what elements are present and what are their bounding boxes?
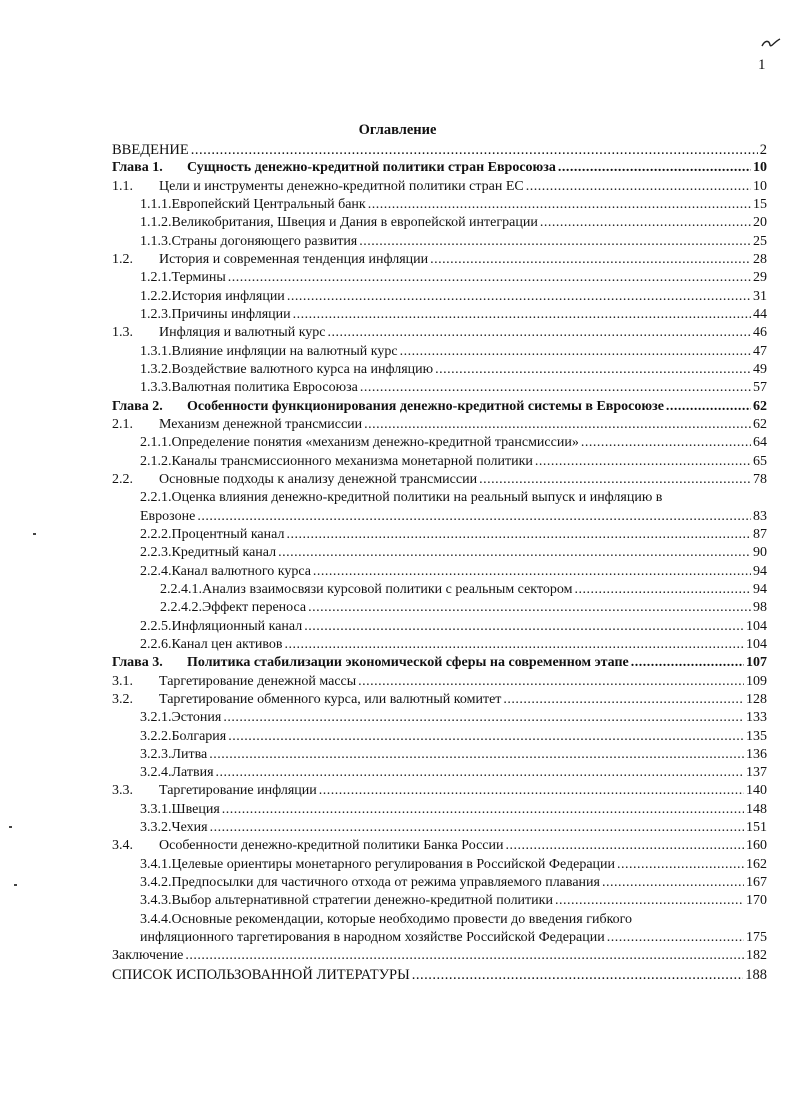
toc-entry-number: 3.2.2. — [140, 728, 172, 744]
toc-entry-page: 46 — [753, 325, 767, 341]
toc-leader — [364, 416, 751, 434]
toc-entry-number: Глава 3. — [112, 655, 163, 671]
toc-entry-text: Особенности денежно-кредитной политики Банка России — [159, 838, 504, 854]
toc-entry[interactable] — [112, 544, 767, 562]
toc-entry-number: 3.4.1. — [140, 856, 172, 872]
toc-entry-page: 57 — [753, 380, 767, 396]
page-title: Оглавление — [358, 122, 437, 138]
toc-leader — [400, 343, 751, 361]
toc-entry-number: Глава 1. — [112, 160, 163, 176]
toc-leader — [313, 563, 751, 581]
toc-entry[interactable] — [112, 819, 767, 837]
toc-leader — [286, 526, 751, 544]
toc-entry-number: 2.2.3. — [140, 545, 172, 561]
toc-entry-page: 136 — [746, 746, 767, 762]
toc-entry-page: 160 — [746, 838, 767, 854]
toc-entry[interactable] — [112, 178, 767, 196]
toc-entry[interactable] — [112, 801, 767, 819]
toc-entry-page: 10 — [753, 178, 767, 194]
toc-entry[interactable] — [112, 361, 767, 379]
scan-speck — [33, 533, 36, 535]
toc-leader — [304, 618, 744, 636]
toc-entry-text: Таргетирование денежной массы — [159, 673, 357, 689]
toc-leader — [359, 233, 751, 251]
toc-leader — [358, 673, 744, 691]
toc-entry[interactable] — [112, 746, 767, 764]
toc-entry[interactable] — [112, 599, 767, 617]
toc-entry-page: 62 — [753, 398, 767, 414]
toc-entry-text: Термины — [171, 270, 226, 286]
toc-entry-page: 182 — [746, 948, 767, 964]
toc-entry[interactable] — [112, 728, 767, 746]
toc-entry-text: Каналы трансмиссионного механизма монетарной политики — [171, 453, 533, 469]
toc-leader — [185, 947, 744, 965]
toc-entry-number: 2.2.6. — [140, 636, 172, 652]
toc-entry-number: Глава 2. — [112, 398, 163, 414]
toc-entry-number: 1.1.1. — [140, 196, 172, 212]
toc-entry[interactable] — [112, 947, 767, 965]
toc-entry-number: 2.2.2. — [140, 526, 172, 542]
toc-leader — [479, 471, 751, 489]
toc-entry-text-continued: Еврозоне — [140, 508, 196, 524]
toc-leader — [503, 691, 744, 709]
toc-entry-text: Инфляционный канал — [171, 618, 303, 634]
toc-entry-number: 3.2.1. — [140, 710, 172, 726]
toc-leader — [602, 874, 744, 892]
toc-entry-number: 3.4.3. — [140, 893, 172, 909]
toc-entry-number: 2.2.4. — [140, 563, 172, 579]
toc-entry-page: 133 — [746, 710, 767, 726]
toc-entry-text: Великобритания, Швеция и Дания в европейской интеграции — [171, 215, 538, 231]
toc-entry-text: Причины инфляции — [171, 306, 291, 322]
toc-entry-page: 135 — [746, 728, 767, 744]
toc-entry[interactable] — [112, 288, 767, 306]
toc-entry-number: 1.3.3. — [140, 380, 172, 396]
toc-entry-number: 3.1. — [112, 673, 133, 689]
toc-entry[interactable] — [112, 141, 767, 159]
toc-entry[interactable] — [112, 416, 767, 434]
toc-leader — [319, 782, 744, 800]
toc-leader — [430, 251, 751, 269]
toc-entry-page: 15 — [753, 196, 767, 212]
toc-entry-number: 1.2.2. — [140, 288, 172, 304]
toc-entry[interactable] — [112, 453, 767, 471]
toc-entry-text: Латвия — [171, 765, 214, 781]
toc-entry-text: Швеция — [171, 801, 220, 817]
toc-entry-page: 94 — [753, 581, 767, 597]
toc-entry-page: 151 — [746, 820, 767, 836]
toc-entry-page: 175 — [746, 930, 767, 946]
toc-entry[interactable] — [112, 489, 767, 526]
toc-leader — [210, 819, 744, 837]
toc-entry-text: Воздействие валютного курса на инфляцию — [171, 361, 434, 377]
toc-entry-text: Механизм денежной трансмиссии — [159, 416, 363, 432]
toc-entry-page: 29 — [753, 270, 767, 286]
toc-entry-text-continued: инфляционного таргетирования в народном хозяйстве Российской Федерации — [140, 930, 605, 946]
toc-entry[interactable] — [112, 196, 767, 214]
toc-leader — [412, 966, 743, 984]
toc-entry-text: Кредитный канал — [171, 545, 277, 561]
toc-entry-page: 94 — [753, 563, 767, 579]
scan-speck — [14, 884, 17, 886]
toc-entry-text: Литва — [171, 746, 208, 762]
toc-entry-page: 44 — [753, 306, 767, 322]
toc-entry-text: СПИСОК ИСПОЛЬЗОВАННОЙ ЛИТЕРАТУРЫ — [112, 966, 410, 983]
toc-leader — [540, 214, 751, 232]
toc-entry-page: 107 — [746, 655, 767, 671]
toc-entry-number: 3.2.3. — [140, 746, 172, 762]
toc-entry-text: Страны догоняющего развития — [171, 233, 358, 249]
toc-entry[interactable] — [112, 673, 767, 691]
toc-entry-number: 1.3. — [112, 325, 133, 341]
toc-entry-page: 49 — [753, 361, 767, 377]
toc-entry-page: 109 — [746, 673, 767, 689]
toc-leader — [308, 599, 751, 617]
toc-leader — [209, 746, 744, 764]
toc-entry-page: 62 — [753, 416, 767, 432]
toc-entry-number: 1.1.2. — [140, 215, 172, 231]
toc-leader — [278, 544, 751, 562]
toc-entry-number: 3.3.2. — [140, 820, 172, 836]
toc-entry-page: 104 — [746, 636, 767, 652]
toc-entry-page: 162 — [746, 856, 767, 872]
toc-leader — [526, 178, 751, 196]
toc-entry-page: 64 — [753, 435, 767, 451]
toc-entry-text: ВВЕДЕНИЕ — [112, 142, 189, 158]
toc-entry-number: 1.2.3. — [140, 306, 172, 322]
toc-leader — [287, 288, 751, 306]
toc-entry-text: Выбор альтернативной стратегии денежно-кредитной политики — [171, 893, 553, 909]
toc-leader — [574, 581, 751, 599]
toc-entry-text: Сущность денежно-кредитной политики стран Евросоюза — [187, 160, 556, 176]
toc-entry-text: Таргетирование инфляции — [159, 783, 317, 799]
toc-entry-text: Европейский Центральный банк — [171, 196, 366, 212]
toc-leader — [328, 324, 751, 342]
toc-leader — [555, 892, 744, 910]
toc-entry[interactable] — [112, 654, 767, 672]
toc-entry[interactable] — [112, 911, 767, 948]
toc-entry-page: 83 — [753, 508, 767, 524]
toc-leader — [216, 764, 744, 782]
toc-entry-text: Предпосылки для частичного отхода от режима управляемого плавания — [171, 875, 600, 891]
toc-leader — [228, 728, 744, 746]
toc-leader — [558, 159, 751, 177]
toc-entry-text: Чехия — [171, 820, 208, 836]
scan-speck — [9, 826, 12, 828]
toc-entry[interactable] — [112, 269, 767, 287]
toc-entry-text: Анализ взаимосвязи курсовой политики с реальным сектором — [202, 581, 573, 597]
toc-entry-page: 104 — [746, 618, 767, 634]
toc-entry-text: Особенности функционирования денежно-кредитной системы в Евросоюзе — [187, 398, 664, 414]
toc-leader — [222, 801, 744, 819]
toc-leader — [368, 196, 751, 214]
toc-entry-number: 1.2.1. — [140, 270, 172, 286]
toc-entry-text: Канал валютного курса — [171, 563, 311, 579]
toc-entry[interactable] — [112, 709, 767, 727]
toc-entry[interactable] — [112, 306, 767, 324]
toc-entry-page: 87 — [753, 526, 767, 542]
toc-entry-page: 170 — [746, 893, 767, 909]
toc-entry[interactable] — [112, 691, 767, 709]
toc-entry-text: Оценка влияния денежно-кредитной политики на реальный выпуск и инфляцию в — [171, 490, 663, 506]
toc-entry-page: 25 — [753, 233, 767, 249]
toc-entry[interactable] — [112, 892, 767, 910]
toc-entry-text: Валютная политика Евросоюза — [171, 380, 358, 396]
toc-entry[interactable] — [112, 618, 767, 636]
toc-entry-page: 98 — [753, 600, 767, 616]
toc-entry[interactable] — [112, 764, 767, 782]
toc-entry-number: 1.1.3. — [140, 233, 172, 249]
toc-entry-number: 3.3.1. — [140, 801, 172, 817]
toc-entry-text: Определение понятия «механизм денежно-кредитной трансмиссии» — [171, 435, 579, 451]
toc-entry-number: 2.2.1. — [140, 490, 172, 506]
toc-entry[interactable] — [112, 434, 767, 452]
toc-entry[interactable] — [112, 526, 767, 544]
toc-entry-text: Цели и инструменты денежно-кредитной политики стран ЕС — [159, 178, 524, 194]
toc-entry[interactable] — [112, 214, 767, 232]
toc-entry-number: 1.3.2. — [140, 361, 172, 377]
toc-leader — [360, 379, 751, 397]
toc-entry-page: 78 — [753, 471, 767, 487]
toc-entry[interactable] — [112, 636, 767, 654]
toc-entry[interactable] — [112, 874, 767, 892]
toc-entry-text: Политика стабилизации экономической сферы на современном этапе — [187, 655, 629, 671]
toc-leader — [666, 398, 751, 416]
toc-entry-page: 137 — [746, 765, 767, 781]
page-number: 1 — [758, 57, 766, 73]
toc-entry-number: 1.1. — [112, 178, 133, 194]
toc-entry-number: 2.1.2. — [140, 453, 172, 469]
toc-entry-number: 2.2.4.1. — [160, 581, 202, 597]
toc-entry-text: Целевые ориентиры монетарного регулирования в Российской Федерации — [171, 856, 616, 872]
toc-entry[interactable] — [112, 837, 767, 855]
toc-entry[interactable] — [112, 782, 767, 800]
toc-leader — [191, 141, 758, 159]
toc-entry-text: Болгария — [171, 728, 227, 744]
toc-leader — [435, 361, 751, 379]
toc-entry[interactable] — [112, 581, 767, 599]
toc-entry-text: Влияние инфляции на валютный курс — [171, 343, 398, 359]
toc-entry-number: 3.3. — [112, 783, 133, 799]
toc-entry-page: 188 — [745, 966, 767, 983]
toc-entry-number: 3.2.4. — [140, 765, 172, 781]
toc-leader — [228, 269, 751, 287]
toc-entry-number: 3.2. — [112, 691, 133, 707]
toc-entry-page: 31 — [753, 288, 767, 304]
toc-entry-page: 90 — [753, 545, 767, 561]
toc-entry-text: История и современная тенденция инфляции — [159, 251, 429, 267]
toc-leader — [535, 453, 751, 471]
toc-entry-page: 20 — [753, 215, 767, 231]
toc-entry-number: 2.1. — [112, 416, 133, 432]
toc-entry-number: 2.2. — [112, 471, 133, 487]
toc-entry-text: Эффект переноса — [202, 600, 307, 616]
toc-entry-page: 148 — [746, 801, 767, 817]
handwritten-mark — [760, 36, 782, 50]
toc-entry[interactable] — [112, 233, 767, 251]
toc-entry[interactable] — [112, 343, 767, 361]
toc-entry[interactable] — [112, 159, 767, 177]
toc-entry-page: 28 — [753, 251, 767, 267]
toc-entry-page: 167 — [746, 875, 767, 891]
toc-entry-number: 3.4.2. — [140, 875, 172, 891]
toc-entry-page: 47 — [753, 343, 767, 359]
toc-entry[interactable] — [112, 856, 767, 874]
toc-leader — [197, 508, 751, 526]
toc-leader — [617, 856, 744, 874]
toc-leader — [223, 709, 744, 727]
toc-entry-number: 1.2. — [112, 251, 133, 267]
toc-entry-number: 2.2.4.2. — [160, 600, 202, 616]
toc-entry-number: 3.4. — [112, 838, 133, 854]
toc-entry[interactable] — [112, 471, 767, 489]
toc-entry-text: Основные рекомендации, которые необходимо провести до введения гибкого — [171, 911, 633, 927]
toc-leader — [607, 929, 744, 947]
toc-entry-page: 10 — [753, 160, 767, 176]
toc-entry[interactable] — [112, 379, 767, 397]
toc-leader — [293, 306, 751, 324]
toc-entry-number: 2.1.1. — [140, 435, 172, 451]
toc-entry-number: 2.2.5. — [140, 618, 172, 634]
toc-entry[interactable] — [112, 563, 767, 581]
toc-entry-text: Заключение — [112, 948, 184, 964]
toc-entry-text: Эстония — [171, 710, 222, 726]
toc-entry[interactable] — [112, 966, 767, 984]
toc-entry-text: Основные подходы к анализу денежной трансмиссии — [159, 471, 478, 487]
toc-entry-text: История инфляции — [171, 288, 285, 304]
toc-entry-page: 140 — [746, 783, 767, 799]
toc-entry-number: 1.3.1. — [140, 343, 172, 359]
toc-entry[interactable] — [112, 398, 767, 416]
toc-entry[interactable] — [112, 324, 767, 342]
toc-leader — [284, 636, 744, 654]
toc-leader — [631, 654, 744, 672]
toc-entry-text: Таргетирование обменного курса, или валютный комитет — [159, 691, 502, 707]
toc-leader — [506, 837, 745, 855]
toc-entry-page: 2 — [759, 142, 767, 158]
toc-entry-page: 128 — [746, 691, 767, 707]
table-of-contents — [112, 141, 767, 984]
toc-entry-number: 3.4.4. — [140, 911, 172, 927]
toc-entry-text: Канал цен активов — [171, 636, 283, 652]
toc-entry-text: Инфляция и валютный курс — [159, 325, 326, 341]
toc-leader — [581, 434, 751, 452]
toc-entry-text: Процентный канал — [171, 526, 285, 542]
toc-entry[interactable] — [112, 251, 767, 269]
toc-entry-page: 65 — [753, 453, 767, 469]
